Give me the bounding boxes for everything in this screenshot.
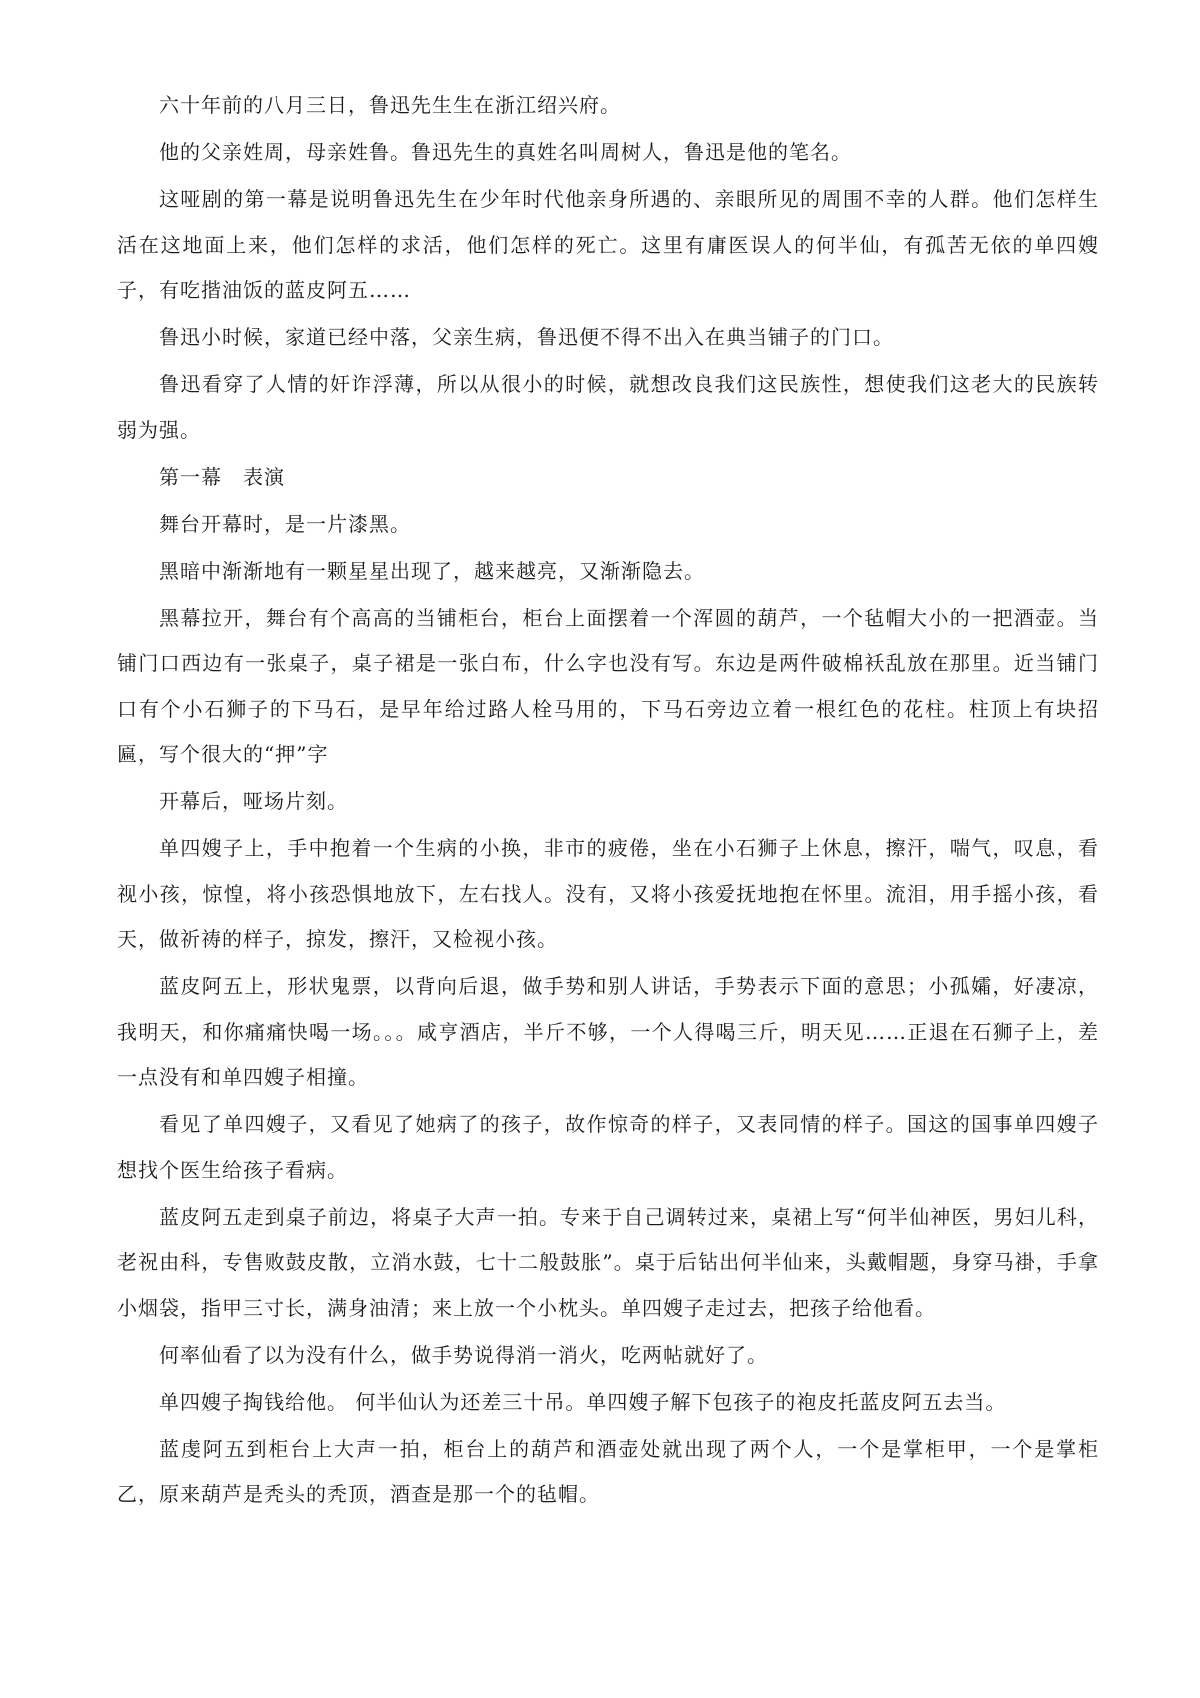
document-body bbox=[117, 83, 1099, 1519]
paragraph: 鲁迅小时候，家道已经中落，父亲生病，鲁迅便不得不出入在典当铺子的门口。 bbox=[159, 325, 894, 349]
paragraph: 鲁迅看穿了人情的奸诈浮薄，所以从很小的时候，就想改良我们这民族性，想使我们这老大的民族转弱为强。 bbox=[117, 372, 1099, 442]
paragraph: 蓝皮阿五走到桌子前边，将桌子大声一拍。专来于自己调转过来，桌裙上写“何半仙神医，男妇儿科，老祝由科，专售败鼓皮散，立消水鼓，七十二般鼓胀”。桌于后钻出何半仙来，头戴帽题，身穿马褂，手拿小烟袋，指甲三寸长，满身油清；来上放一个小枕头。单四嫂子走过去，把孩子给他看。 bbox=[117, 1204, 1099, 1320]
paragraph: 六十年前的八月三日，鲁迅先生生在浙江绍兴府。 bbox=[159, 93, 621, 117]
paragraph: 看见了单四嫂子，又看见了她病了的孩子，故作惊奇的样子，又表同情的样子。国这的国事单四嫂子想找个医生给孩子看病。 bbox=[117, 1112, 1099, 1182]
paragraph: 他的父亲姓周，母亲姓鲁。鲁迅先生的真姓名叫周树人，鲁迅是他的笔名。 bbox=[159, 140, 852, 164]
paragraph: 单四嫂子上，手中抱着一个生病的小换，非市的疲倦，坐在小石狮子上休息，擦汗，喘气，叹息，看视小孩，惊惶，将小孩恐惧地放下，左右找人。没有，又将小孩爱抚地抱在怀里。流泪，用手摇小孩，看天，做祈祷的样子，掠发，擦汗，又检视小孩。 bbox=[117, 836, 1099, 951]
paragraph: 蓝皮阿五上，形状鬼票，以背向后退，做手势和别人讲话，手势表示下面的意思；小孤孀，好凄凉，我明天，和你痛痛快喝一场。。。咸亨酒店，半斤不够，一个人得喝三斤，明天见……正退在石狮子上，差一点没有和单四嫂子相撞。 bbox=[117, 974, 1099, 1089]
section-heading: 第一幕 表演 bbox=[159, 464, 285, 489]
paragraph: 何率仙看了以为没有什么，做手势说得消一消火，吃两帖就好了。 bbox=[159, 1342, 768, 1367]
paragraph: 舞台开幕时，是一片漆黑。 bbox=[159, 511, 411, 536]
paragraph: 黑幕拉开，舞台有个高高的当铺柜台，柜台上面摆着一个浑圆的葫芦，一个毡帽大小的一把酒壶。当铺门口西边有一张桌子，桌子裙是一张白布，什么字也没有写。东边是两件破棉袄乱放在那里。近当铺门口有个小石狮子的下马石，是早年给过路人栓马用的，下马石旁边立着一根红色的花柱。柱顶上有块招匾，写个很大的“押”字 bbox=[117, 605, 1099, 766]
paragraph: 黑暗中渐渐地有一颗星星出现了，越来越亮，又渐渐隐去。 bbox=[159, 558, 705, 583]
paragraph: 蓝虔阿五到柜台上大声一拍，柜台上的葫芦和酒壶处就出现了两个人，一个是掌柜甲，一个是掌柜乙，原来葫芦是秃头的秃顶，酒查是那一个的毡帽。 bbox=[117, 1436, 1099, 1506]
paragraph: 这哑剧的第一幕是说明鲁迅先生在少年时代他亲身所遇的、亲眼所见的周围不幸的人群。他们怎样生活在这地面上来，他们怎样的求活，他们怎样的死亡。这里有庸医误人的何半仙，有孤苦无依的单四嫂子，有吃揩油饭的蓝皮阿五…… bbox=[117, 187, 1099, 302]
paragraph: 单四嫂子掏钱给他。 何半仙认为还差三十吊。单四嫂子解下包孩子的袍皮托蓝皮阿五去当。 bbox=[159, 1389, 1007, 1414]
paragraph: 开幕后，哑场片刻。 bbox=[159, 789, 348, 813]
